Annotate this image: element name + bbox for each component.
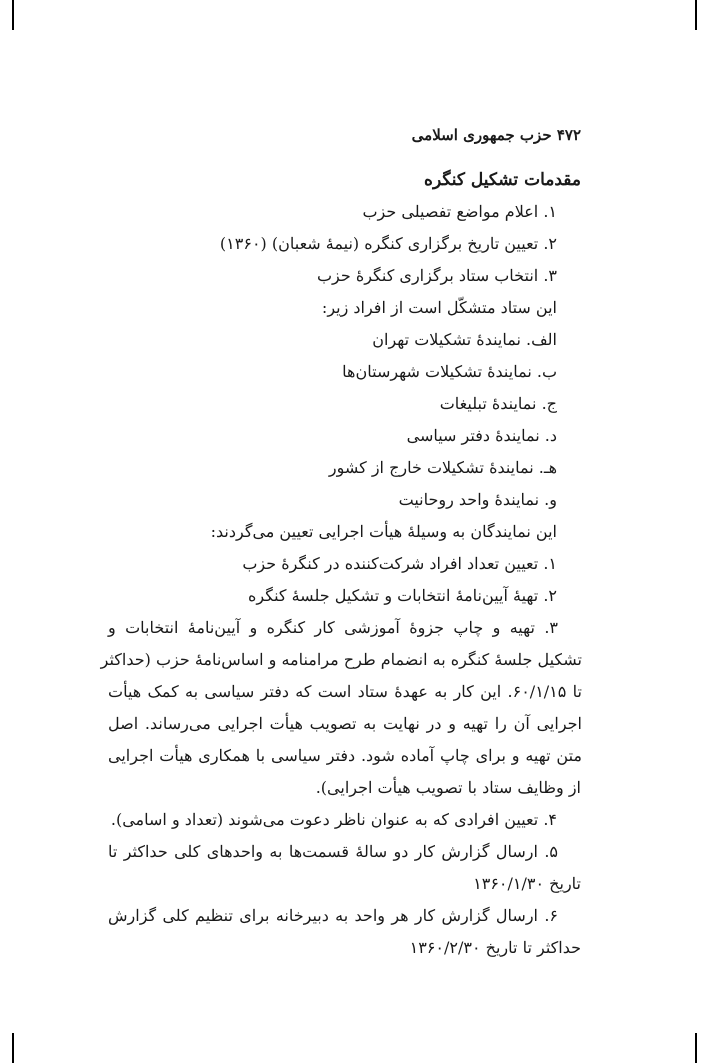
page-number: ۴۷۲ <box>556 126 581 144</box>
list-item: د. نمایندهٔ دفتر سیاسی <box>406 426 557 445</box>
paragraph-line: تشکیل جلسهٔ کنگره به انضمام طرح مرامنامه و اساس‌نامهٔ حزب (حداکثر <box>100 650 582 669</box>
crop-mark-bottom-left-vertical <box>12 1033 14 1063</box>
section-title: مقدمات تشکیل کنگره <box>424 170 581 190</box>
list-item: ۶. ارسال گزارش کار هر واحد به دبیرخانه برای تنظیم کلی گزارش <box>108 906 558 925</box>
list-item: ۲. تهیهٔ آیین‌نامهٔ انتخابات و تشکیل جلسهٔ کنگره <box>248 586 557 605</box>
paragraph-line: متن تهیه و برای چاپ آماده شود. دفتر سیاسی با همکاری هیأت اجرایی <box>108 746 582 765</box>
paragraph-line: از وظایف ستاد با تصویب هیأت اجرایی). <box>315 778 581 797</box>
paragraph-line: تاریخ ۱۳۶۰/۱/۳۰ <box>473 874 581 893</box>
list-item: الف. نمایندهٔ تشکیلات تهران <box>372 330 557 349</box>
crop-mark-top-left-vertical <box>12 0 14 30</box>
list-item: ۱. اعلام مواضع تفصیلی حزب <box>362 202 557 221</box>
paragraph-line: ۳. تهیه و چاپ جزوهٔ آموزشی کار کنگره و آیین‌نامهٔ انتخابات و <box>108 618 559 637</box>
running-header <box>412 123 581 147</box>
crop-mark-top-right-vertical <box>695 0 697 30</box>
paragraph-line: حداکثر تا تاریخ ۱۳۶۰/۲/۳۰ <box>409 938 581 957</box>
running-title: حزب جمهوری اسلامی <box>411 126 552 144</box>
list-item: ۱. تعیین تعداد افراد شرکت‌کننده در کنگرهٔ حزب <box>242 554 557 573</box>
list-item: ۴. تعیین افرادی که به عنوان ناظر دعوت می‌شوند (تعداد و اسامی). <box>110 810 557 829</box>
list-item: ۳. انتخاب ستاد برگزاری کنگرهٔ حزب <box>316 266 557 285</box>
list-item: هـ. نمایندهٔ تشکیلات خارج از کشور <box>328 458 557 477</box>
paragraph-line: تا ۶۰/۱/۱۵. این کار به عهدهٔ ستاد است که دفتر سیاسی به کمک هیأت <box>108 682 583 701</box>
list-item: ۵. ارسال گزارش کار دو سالهٔ قسمت‌ها به واحدهای کلی حداکثر تا <box>108 842 558 861</box>
list-item: ب. نمایندهٔ تشکیلات شهرستان‌ها <box>342 362 557 381</box>
crop-mark-bottom-right-vertical <box>695 1033 697 1063</box>
body-line: این نمایندگان به وسیلهٔ هیأت اجرایی تعیین می‌گردند: <box>210 522 557 541</box>
paragraph-line: اجرایی آن را تهیه و در نهایت به تصویب هیأت اجرایی می‌رساند. اصل <box>108 714 582 733</box>
list-item: و. نمایندهٔ واحد روحانیت <box>398 490 557 509</box>
list-item: ۲. تعیین تاریخ برگزاری کنگره (نیمهٔ شعبان) (۱۳۶۰) <box>219 234 557 253</box>
body-line: این ستاد متشکّل است از افراد زیر: <box>321 298 557 317</box>
list-item: ج. نمایندهٔ تبلیغات <box>439 394 557 413</box>
